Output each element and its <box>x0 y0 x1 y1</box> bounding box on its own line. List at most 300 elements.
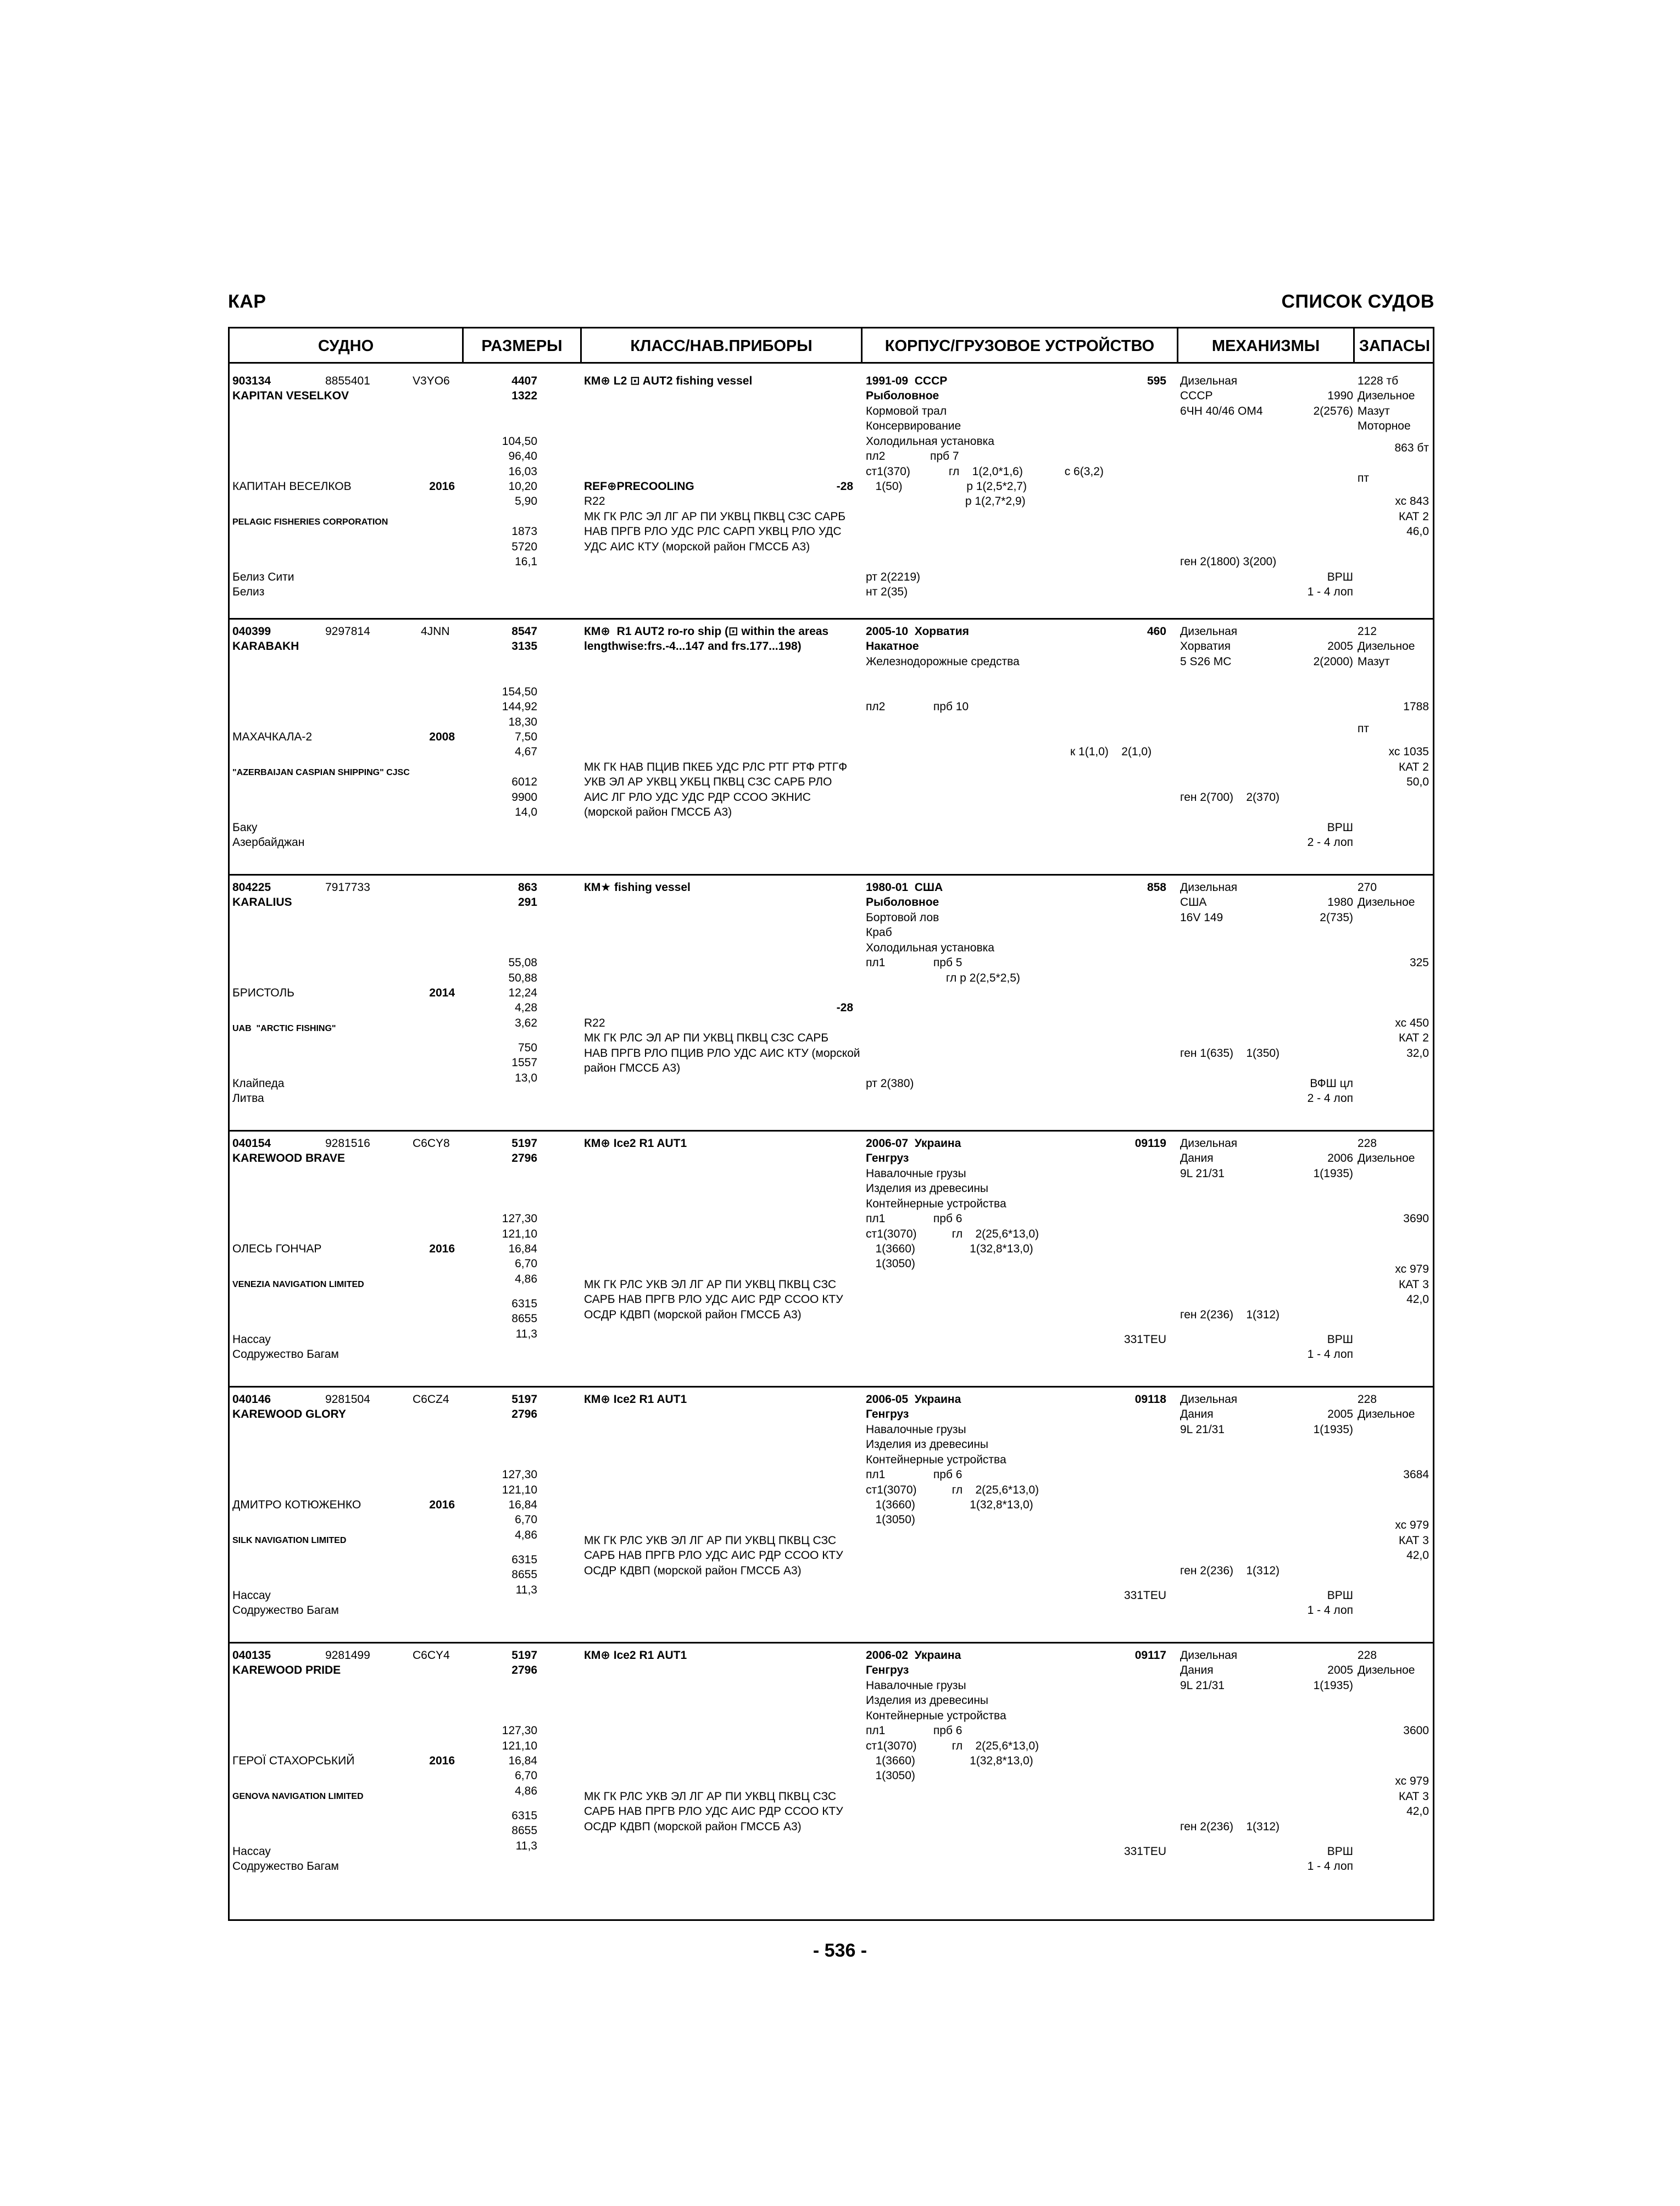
record-text: Холодильная установка <box>866 942 994 954</box>
record-text: пт <box>1358 472 1369 484</box>
record-text: 4,86 <box>515 1785 537 1797</box>
column-header-class: КЛАСС/НАВ.ПРИБОРЫ <box>582 328 861 364</box>
record-text: KAPITAN VESELKOV <box>232 389 349 402</box>
record-text: 9900 <box>511 791 537 804</box>
record-text: 6ЧН 40/46 ОМ4 <box>1180 405 1263 417</box>
record-text: хс 979 <box>1395 1263 1429 1275</box>
record-text: 5197 <box>511 1137 537 1150</box>
record-text: ген 2(236) 1(312) <box>1180 1820 1280 1833</box>
record-text: 1(3660) 1(32,8*13,0) <box>866 1754 1033 1767</box>
record-text: 9297814 <box>325 625 370 638</box>
record-text: КМ⊕ R1 AUT2 ro-ro ship (⊡ within the areas <box>584 625 829 638</box>
record-text: Рыболовное <box>866 896 939 909</box>
vessel-record <box>230 364 1433 620</box>
record-text: 104,50 <box>502 435 537 448</box>
record-text: 2016 <box>429 480 455 493</box>
record-text: 3684 <box>1403 1468 1429 1481</box>
record-text: Дизельная <box>1180 1649 1238 1662</box>
record-text: ст1(370) гл 1(2,0*1,6) с 6(3,2) <box>866 465 1104 478</box>
record-text: 7917733 <box>325 881 370 894</box>
record-text: 863 бт <box>1394 442 1429 454</box>
record-text: 2005-10 Хорватия <box>866 625 969 638</box>
record-text: 10,20 <box>508 480 537 493</box>
record-text: 3,62 <box>515 1017 537 1029</box>
record-text: 16,84 <box>508 1243 537 1255</box>
record-text: 212 <box>1358 625 1377 638</box>
column-header-stores: ЗАПАСЫ <box>1355 328 1434 364</box>
record-text: КАПИТАН ВЕСЕЛКОВ <box>232 480 352 493</box>
record-text: 2 - 4 лоп <box>1307 1092 1353 1105</box>
record-text: 6315 <box>511 1297 537 1310</box>
record-text: 331TEU <box>1123 1845 1166 1858</box>
record-text: Генгруз <box>866 1152 909 1165</box>
record-text: 1991-09 СССР <box>866 375 948 387</box>
column-header-machinery: МЕХАНИЗМЫ <box>1178 328 1353 364</box>
record-text: МАХАЧКАЛА-2 <box>232 731 313 743</box>
record-text: 2(735) <box>1320 911 1353 924</box>
record-text: ВРШ <box>1327 571 1353 583</box>
record-text: 1 - 4 лоп <box>1307 1604 1353 1617</box>
record-text: ВРШ <box>1327 1589 1353 1602</box>
record-text: 09118 <box>1134 1393 1166 1406</box>
record-text: Навалочные грузы <box>866 1679 966 1692</box>
record-text: 228 <box>1358 1137 1377 1150</box>
record-text: нт 2(35) <box>866 586 908 598</box>
record-text: хс 979 <box>1395 1519 1429 1531</box>
record-text: Содружество Багам <box>232 1860 339 1873</box>
record-text: Дизельная <box>1180 375 1238 387</box>
record-text: 16,1 <box>515 555 537 568</box>
record-text: 18,30 <box>508 716 537 728</box>
record-text: хс 979 <box>1395 1775 1429 1787</box>
page-number: - 536 - <box>813 1940 867 1961</box>
record-text: МК ГК РЛС УКВ ЭЛ ЛГ АР ПИ УКВЦ ПКВЦ СЗС <box>584 1278 837 1291</box>
record-text: пл1 прб 6 <box>866 1468 963 1481</box>
record-text: район ГМССБ А3) <box>584 1062 681 1074</box>
record-text: 228 <box>1358 1649 1377 1662</box>
record-text: Хорватия <box>1180 640 1231 653</box>
record-text: МК ГК РЛС УКВ ЭЛ ЛГ АР ПИ УКВЦ ПКВЦ СЗС <box>584 1534 837 1547</box>
record-text: НАВ ПРГВ РЛО УДС РЛС САРП УКВЦ РЛО УДС <box>584 525 842 538</box>
record-text: Клайпеда <box>232 1077 285 1090</box>
record-text: 2016 <box>429 1243 455 1255</box>
record-text: 2005 <box>1327 1408 1353 1420</box>
record-text: 1(3050) <box>866 1257 915 1270</box>
record-text: Дания <box>1180 1408 1214 1420</box>
record-text: PELAGIC FISHERIES CORPORATION <box>232 517 388 527</box>
record-text: Контейнерные устройства <box>866 1709 1006 1722</box>
vessel-table <box>228 327 1434 1921</box>
record-text: 6,70 <box>515 1257 537 1270</box>
record-text: KAREWOOD GLORY <box>232 1408 346 1420</box>
record-text: Азербайджан <box>232 836 305 849</box>
record-text: 040135 <box>232 1649 271 1662</box>
record-text: Навалочные грузы <box>866 1423 966 1436</box>
record-text: 16,84 <box>508 1498 537 1511</box>
record-text: хс 450 <box>1395 1017 1429 1029</box>
record-text: Навалочные грузы <box>866 1167 966 1180</box>
record-text: ген 2(236) 1(312) <box>1180 1564 1280 1577</box>
record-text: 50,0 <box>1406 776 1429 788</box>
record-text: 127,30 <box>502 1724 537 1737</box>
record-text: Баку <box>232 821 258 834</box>
record-text: 9281516 <box>325 1137 370 1150</box>
record-text: 1 - 4 лоп <box>1307 586 1353 598</box>
record-text: 121,10 <box>502 1228 537 1240</box>
record-text: lengthwise:frs.-4...147 and frs.177...198) <box>584 640 802 653</box>
record-text: САРБ НАВ ПРГВ РЛО УДС АИС РДР ССОО КТУ <box>584 1805 843 1818</box>
record-text: ВРШ <box>1327 1845 1353 1858</box>
vessel-record <box>230 1644 1433 1919</box>
record-text: 6315 <box>511 1553 537 1566</box>
record-text: 5197 <box>511 1393 537 1406</box>
record-text: 5,90 <box>515 495 537 508</box>
record-text: 5 S26 MC <box>1180 655 1232 668</box>
record-text: р 1(2,7*2,9) <box>866 495 1026 508</box>
vessel-record <box>230 1132 1433 1388</box>
record-text: 9L 21/31 <box>1180 1167 1225 1180</box>
record-text: 9281499 <box>325 1649 370 1662</box>
record-text: ВРШ <box>1327 821 1353 834</box>
record-text: 09119 <box>1134 1137 1166 1150</box>
record-text: Дания <box>1180 1664 1214 1676</box>
record-text: ст1(3070) гл 2(25,6*13,0) <box>866 1484 1039 1496</box>
record-text: 11,3 <box>515 1840 537 1852</box>
record-text: SILK NAVIGATION LIMITED <box>232 1536 347 1545</box>
record-text: VENEZIA NAVIGATION LIMITED <box>232 1280 364 1289</box>
record-text: ОСДР КДВП (морской район ГМССБ А3) <box>584 1820 802 1833</box>
record-text: 32,0 <box>1406 1047 1429 1060</box>
record-text: 291 <box>518 896 537 909</box>
record-text: KAREWOOD BRAVE <box>232 1152 345 1165</box>
record-text: UAB "ARCTIC FISHING" <box>232 1024 336 1033</box>
record-text: рт 2(380) <box>866 1077 914 1090</box>
record-text: 1(50) р 1(2,5*2,7) <box>866 480 1027 493</box>
record-text: Генгруз <box>866 1408 909 1420</box>
record-text: C6CY4 <box>413 1649 450 1662</box>
record-text: 2016 <box>429 1498 455 1511</box>
record-text: 12,24 <box>508 987 537 999</box>
record-text: 2005 <box>1327 1664 1353 1676</box>
record-text: 127,30 <box>502 1468 537 1481</box>
record-text: 16,84 <box>508 1754 537 1767</box>
record-text: Изделия из древесины <box>866 1694 989 1707</box>
record-text: Изделия из древесины <box>866 1438 989 1451</box>
record-text: КМ⊕ Ice2 R1 AUT1 <box>584 1393 687 1406</box>
record-text: Кормовой трал <box>866 405 947 417</box>
column-header-dimensions: РАЗМЕРЫ <box>464 328 580 364</box>
record-text: ген 2(236) 1(312) <box>1180 1308 1280 1321</box>
record-text: МК ГК РЛС УКВ ЭЛ ЛГ АР ПИ УКВЦ ПКВЦ СЗС <box>584 1790 837 1803</box>
record-text: 863 <box>518 881 537 894</box>
record-text: Консервирование <box>866 420 961 432</box>
record-text: 11,3 <box>515 1328 537 1340</box>
record-text: 3135 <box>511 640 537 653</box>
record-text: 1(3050) <box>866 1769 915 1782</box>
record-text: Содружество Багам <box>232 1604 339 1617</box>
record-text: 3600 <box>1403 1724 1429 1737</box>
record-text: 2796 <box>511 1408 537 1420</box>
record-text: Дания <box>1180 1152 1214 1165</box>
record-text: 1(1935) <box>1313 1423 1353 1436</box>
record-text: ген 2(1800) 3(200) <box>1180 555 1277 568</box>
record-text: GENOVA NAVIGATION LIMITED <box>232 1792 364 1801</box>
record-text: 270 <box>1358 881 1377 894</box>
record-text: Моторное <box>1358 420 1411 432</box>
record-text: KARABAKH <box>232 640 299 653</box>
record-text: пл2 прб 10 <box>866 700 969 713</box>
record-text: 5720 <box>511 541 537 553</box>
column-header-hull: КОРПУС/ГРУЗОВОЕ УСТРОЙСТВО <box>863 328 1177 364</box>
record-text: 3690 <box>1403 1212 1429 1225</box>
record-text: Накатное <box>866 640 919 653</box>
record-text: 325 <box>1409 956 1429 969</box>
record-text: Бортовой лов <box>866 911 939 924</box>
page-header-right: СПИСОК СУДОВ <box>1281 291 1434 312</box>
record-text: "AZERBAIJAN CASPIAN SHIPPING" CJSC <box>232 768 410 777</box>
record-text: 127,30 <box>502 1212 537 1225</box>
record-text: КАТ 3 <box>1399 1534 1429 1547</box>
record-text: Дизельное <box>1358 896 1415 909</box>
record-text: Дизельная <box>1180 1393 1238 1406</box>
record-text: пл1 прб 6 <box>866 1212 963 1225</box>
record-text: C6CY8 <box>413 1137 450 1150</box>
record-text: Дизельная <box>1180 625 1238 638</box>
record-text: 1(3050) <box>866 1513 915 1526</box>
record-text: 1788 <box>1403 700 1429 713</box>
record-text: пл1 прб 6 <box>866 1724 963 1737</box>
record-text: 1557 <box>511 1056 537 1069</box>
record-text: 16,03 <box>508 465 537 478</box>
record-text: УДС АИС КТУ (морской район ГМССБ А3) <box>584 541 810 553</box>
record-text: 040146 <box>232 1393 271 1406</box>
record-text: КМ⊕ L2 ⊡ AUT2 fishing vessel <box>584 375 753 387</box>
record-text: 331TEU <box>1123 1333 1166 1346</box>
record-text: 50,88 <box>508 972 537 984</box>
record-text: 2006-07 Украина <box>866 1137 961 1150</box>
record-text: САРБ НАВ ПРГВ РЛО УДС АИС РДР ССОО КТУ <box>584 1549 843 1562</box>
record-text: R22 <box>584 1017 605 1029</box>
vessel-record <box>230 620 1433 876</box>
record-text: 2006 <box>1327 1152 1353 1165</box>
record-text: ОСДР КДВП (морской район ГМССБ А3) <box>584 1564 802 1577</box>
record-text: 11,3 <box>515 1584 537 1596</box>
record-text: 144,92 <box>502 700 537 713</box>
record-text: Холодильная установка <box>866 435 994 448</box>
record-text: KAREWOOD PRIDE <box>232 1664 341 1676</box>
record-text: 804225 <box>232 881 271 894</box>
record-text: 1(3660) 1(32,8*13,0) <box>866 1243 1033 1255</box>
record-text: 228 <box>1358 1393 1377 1406</box>
record-text: 42,0 <box>1406 1549 1429 1562</box>
record-text: 2(2000) <box>1313 655 1353 668</box>
record-text: Дизельное <box>1358 1152 1415 1165</box>
record-text: МК ГК РЛС ЭЛ ЛГ АР ПИ УКВЦ ПКВЦ СЗС САРБ <box>584 510 846 523</box>
record-text: 13,0 <box>515 1072 537 1084</box>
record-text: -28 <box>836 1001 853 1014</box>
record-text: УКВ ЭЛ АР УКВЦ УКБЦ ПКВЦ СЗС САРБ РЛО <box>584 776 832 788</box>
record-text: КАТ 3 <box>1399 1278 1429 1291</box>
record-text: ст1(3070) гл 2(25,6*13,0) <box>866 1740 1039 1752</box>
record-text: КАТ 2 <box>1399 761 1429 773</box>
record-text: 4,67 <box>515 745 537 758</box>
record-text: 1980 <box>1327 896 1353 909</box>
record-text: 121,10 <box>502 1484 537 1496</box>
record-text: гл р 2(2,5*2,5) <box>866 972 1020 984</box>
record-text: 9L 21/31 <box>1180 1679 1225 1692</box>
record-text: КМ★ fishing vessel <box>584 881 691 894</box>
record-text: МК ГК НАВ ПЦИВ ПКЕБ УДС РЛС РТГ РТФ РТГФ <box>584 761 848 773</box>
record-text: 750 <box>518 1041 537 1054</box>
record-text: Мазут <box>1358 655 1390 668</box>
record-text: 7,50 <box>515 731 537 743</box>
record-text: 1228 тб <box>1358 375 1399 387</box>
record-text: 040154 <box>232 1137 271 1150</box>
record-text: КАТ 3 <box>1399 1790 1429 1803</box>
record-text: Мазут <box>1358 405 1390 417</box>
record-text: 8655 <box>511 1312 537 1325</box>
record-text: 2 - 4 лоп <box>1307 836 1353 849</box>
record-text: пл1 прб 5 <box>866 956 963 969</box>
record-text: (морской район ГМССБ А3) <box>584 806 732 818</box>
record-text: МК ГК РЛС ЭЛ АР ПИ УКВЦ ПКВЦ СЗС САРБ <box>584 1032 829 1044</box>
record-text: 46,0 <box>1406 525 1429 538</box>
record-text: Железнодорожные средства <box>866 655 1020 668</box>
record-text: БРИСТОЛЬ <box>232 987 294 999</box>
record-text: 9L 21/31 <box>1180 1423 1225 1436</box>
record-text: 2008 <box>429 731 455 743</box>
record-text: 1 - 4 лоп <box>1307 1860 1353 1873</box>
record-text: 2005 <box>1327 640 1353 653</box>
record-text: ген 1(635) 1(350) <box>1180 1047 1280 1060</box>
record-text: 9281504 <box>325 1393 370 1406</box>
vessel-record <box>230 876 1433 1132</box>
record-text: 040399 <box>232 625 271 638</box>
record-text: 09117 <box>1134 1649 1166 1662</box>
record-text: 595 <box>1147 375 1166 387</box>
record-text: пл2 прб 7 <box>866 450 959 463</box>
record-text: 1873 <box>511 525 537 538</box>
record-text: Изделия из древесины <box>866 1182 989 1195</box>
record-text: 55,08 <box>508 956 537 969</box>
record-text: 2014 <box>429 987 455 999</box>
record-text: ст1(3070) гл 2(25,6*13,0) <box>866 1228 1039 1240</box>
record-text: пт <box>1358 722 1369 735</box>
record-text: КМ⊕ Ice2 R1 AUT1 <box>584 1649 687 1662</box>
record-text: Нассау <box>232 1845 271 1858</box>
record-text: КАТ 2 <box>1399 1032 1429 1044</box>
record-text: 1322 <box>511 389 537 402</box>
record-text: 903134 <box>232 375 271 387</box>
record-text: 4407 <box>511 375 537 387</box>
record-text: 4,86 <box>515 1273 537 1285</box>
record-text: 121,10 <box>502 1740 537 1752</box>
record-text: Дизельная <box>1180 1137 1238 1150</box>
record-text: 5197 <box>511 1649 537 1662</box>
record-text: R22 <box>584 495 605 508</box>
record-text: 8655 <box>511 1824 537 1837</box>
record-text: КМ⊕ Ice2 R1 AUT1 <box>584 1137 687 1150</box>
record-text: C6CZ4 <box>413 1393 449 1406</box>
record-text: ВФШ цл <box>1310 1077 1353 1090</box>
record-text: ОЛЕСЬ ГОНЧАР <box>232 1243 322 1255</box>
record-text: хс 1035 <box>1388 745 1429 758</box>
record-text: 2006-02 Украина <box>866 1649 961 1662</box>
record-text: САРБ НАВ ПРГВ РЛО УДС АИС РДР ССОО КТУ <box>584 1293 843 1306</box>
record-text: Контейнерные устройства <box>866 1453 1006 1466</box>
record-text: ГЕРОЇ СТАХОРСЬКИЙ <box>232 1754 355 1767</box>
record-text: 8547 <box>511 625 537 638</box>
record-text: 96,40 <box>508 450 537 463</box>
record-text: Рыболовное <box>866 389 939 402</box>
record-text: Содружество Багам <box>232 1348 339 1361</box>
record-text: Литва <box>232 1092 264 1105</box>
record-text: Дизельная <box>1180 881 1238 894</box>
record-text: 2016 <box>429 1754 455 1767</box>
record-text: НАВ ПРГВ РЛО ПЦИВ РЛО УДС АИС КТУ (морской <box>584 1047 860 1060</box>
record-text: 1(1935) <box>1313 1679 1353 1692</box>
record-text: хс 843 <box>1395 495 1429 508</box>
record-text: 1(3660) 1(32,8*13,0) <box>866 1498 1033 1511</box>
record-text: 154,50 <box>502 686 537 698</box>
record-text: Белиз Сити <box>232 571 294 583</box>
record-text: КАТ 2 <box>1399 510 1429 523</box>
record-text: KARALIUS <box>232 896 292 909</box>
record-text: 8855401 <box>325 375 370 387</box>
record-text: 858 <box>1147 881 1166 894</box>
record-text: REF⊕PRECOOLING <box>584 480 694 493</box>
record-text: 6,70 <box>515 1769 537 1782</box>
record-text: 6,70 <box>515 1513 537 1526</box>
record-text: 42,0 <box>1406 1805 1429 1818</box>
record-text: Нассау <box>232 1589 271 1602</box>
record-text: 331TEU <box>1123 1589 1166 1602</box>
page-header-left: КАР <box>228 291 266 312</box>
record-text: Дизельное <box>1358 389 1415 402</box>
record-text: Белиз <box>232 586 265 598</box>
record-text: 2796 <box>511 1664 537 1676</box>
record-text: Генгруз <box>866 1664 909 1676</box>
record-text: ген 2(700) 2(370) <box>1180 791 1280 804</box>
record-text: 1990 <box>1327 389 1353 402</box>
record-text: 460 <box>1147 625 1166 638</box>
record-text: 16V 149 <box>1180 911 1223 924</box>
vessel-record <box>230 1388 1433 1644</box>
record-text: ВРШ <box>1327 1333 1353 1346</box>
record-text: Нассау <box>232 1333 271 1346</box>
record-text: V3YO6 <box>413 375 450 387</box>
record-text: 2(2576) <box>1313 405 1353 417</box>
record-text: к 1(1,0) 2(1,0) <box>1070 745 1152 758</box>
record-text: 8655 <box>511 1568 537 1581</box>
record-text: 4,28 <box>515 1001 537 1014</box>
record-text: АИС ЛГ РЛО УДС УДС РДР ССОО ЭКНИС <box>584 791 811 804</box>
record-text: 4,86 <box>515 1529 537 1541</box>
record-text: 2796 <box>511 1152 537 1165</box>
record-text: Дизельное <box>1358 1664 1415 1676</box>
record-text: Дизельное <box>1358 1408 1415 1420</box>
record-text: ОСДР КДВП (морской район ГМССБ А3) <box>584 1308 802 1321</box>
record-text: 42,0 <box>1406 1293 1429 1306</box>
record-text: Контейнерные устройства <box>866 1197 1006 1210</box>
record-text: СССР <box>1180 389 1213 402</box>
record-text: 14,0 <box>515 806 537 818</box>
record-text: 4JNN <box>421 625 450 638</box>
record-text: США <box>1180 896 1207 909</box>
record-text: 2006-05 Украина <box>866 1393 961 1406</box>
record-text: 6315 <box>511 1809 537 1822</box>
column-header-vessel: СУДНО <box>230 328 462 364</box>
